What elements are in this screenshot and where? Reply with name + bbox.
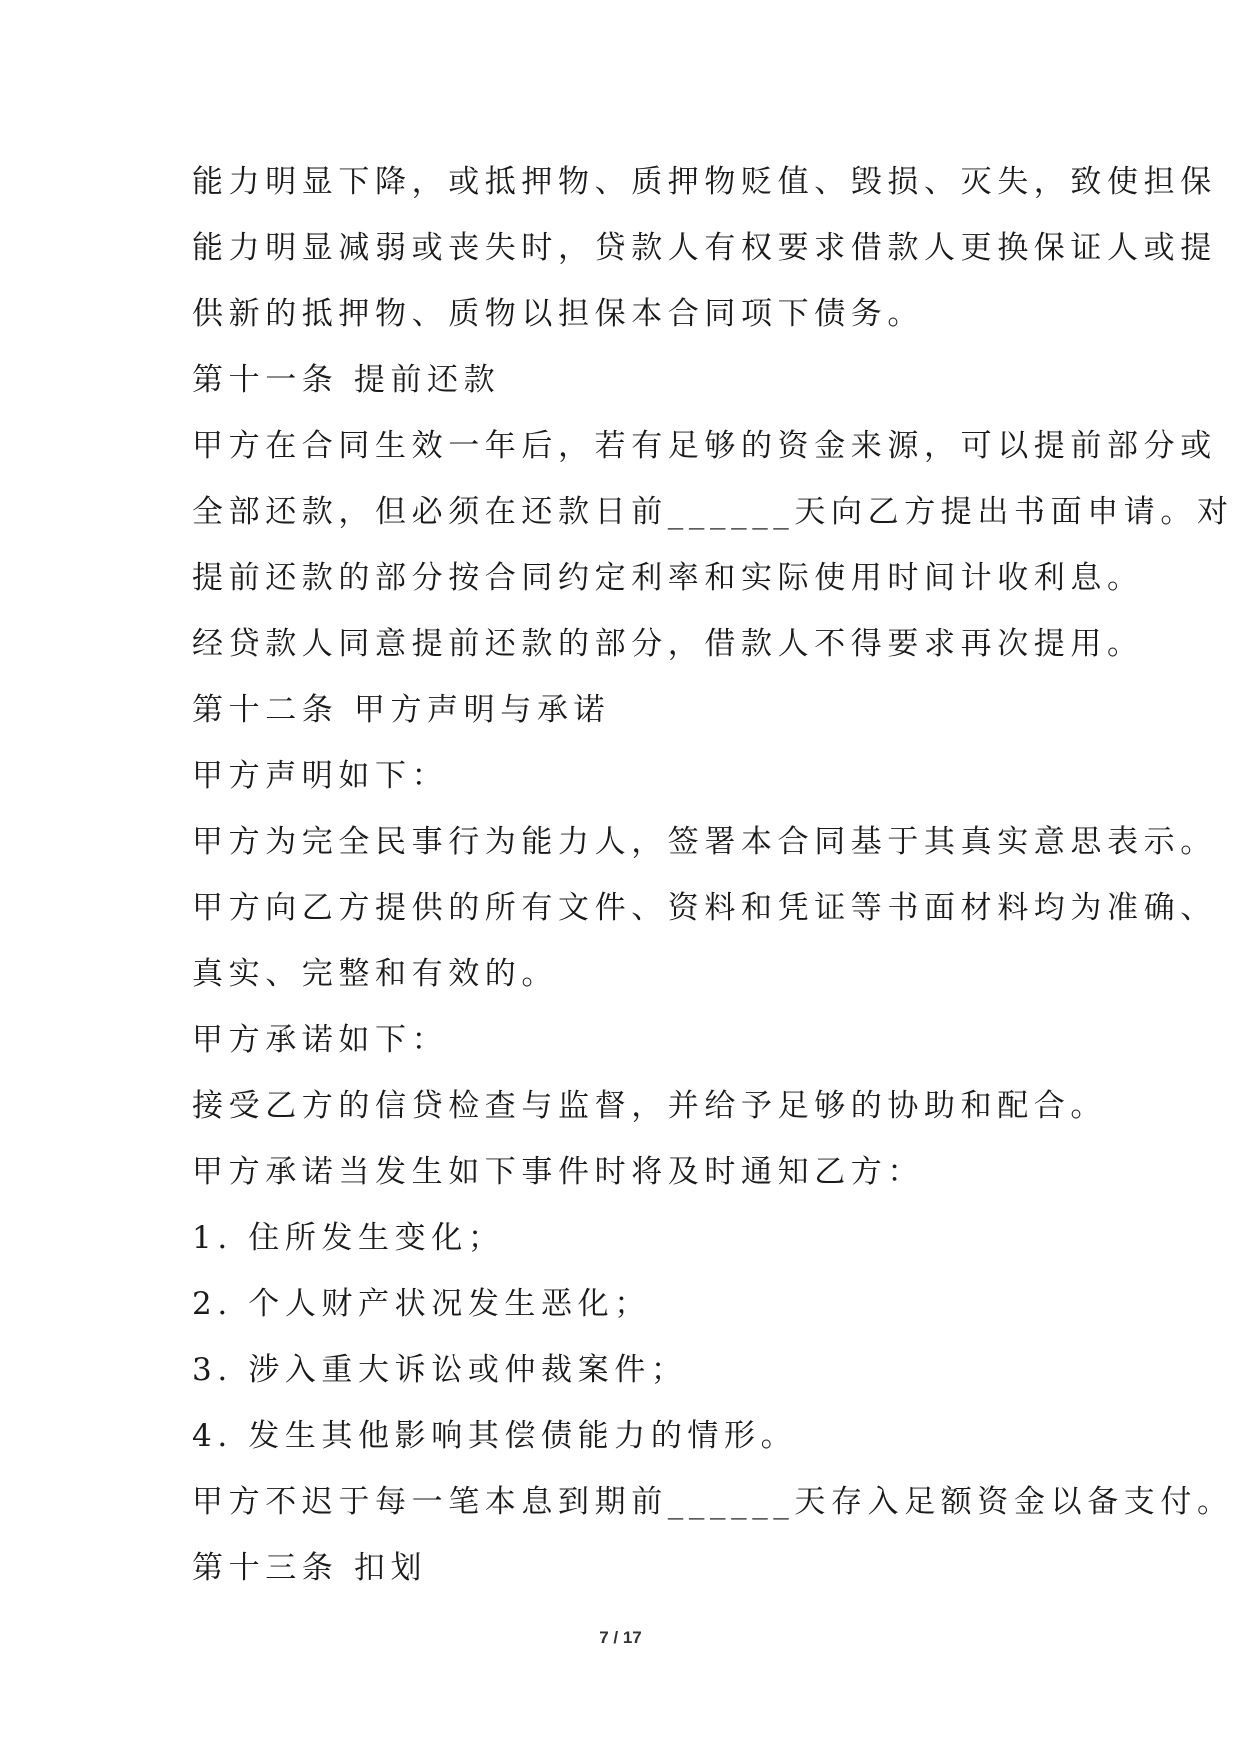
document-body (192, 160, 1234, 1612)
paragraph-line: 全部还款，但必须在还款日前______天向乙方提出书面申请。对 (192, 494, 1234, 530)
article-heading: 第十一条 提前还款 (192, 362, 501, 398)
paragraph-line: 甲方为完全民事行为能力人，签署本合同基于其真实意思表示。 (192, 824, 1217, 860)
paragraph-line: 甲方承诺如下： (192, 1022, 449, 1058)
paragraph-line: 真实、完整和有效的。 (192, 956, 558, 992)
page-number: 7 / 17 (599, 1628, 642, 1647)
paragraph-line: 甲方声明如下： (192, 758, 449, 794)
paragraph-line: 甲方不迟于每一笔本息到期前______天存入足额资金以备支付。 (192, 1484, 1234, 1520)
paragraph-line: 能力明显减弱或丧失时，贷款人有权要求借款人更换保证人或提 (192, 230, 1217, 266)
paragraph-line: 供新的抵押物、质物以担保本合同项下债务。 (192, 296, 924, 332)
list-item: 1. 住所发生变化； (192, 1220, 505, 1256)
list-item: 4. 发生其他影响其偿债能力的情形。 (192, 1418, 798, 1454)
paragraph-line: 提前还款的部分按合同约定利率和实际使用时间计收利息。 (192, 560, 1144, 596)
paragraph-line: 能力明显下降，或抵押物、质押物贬值、毁损、灭失，致使担保 (192, 164, 1217, 200)
list-item: 2. 个人财产状况发生恶化； (192, 1286, 651, 1322)
paragraph-line: 甲方向乙方提供的所有文件、资料和凭证等书面材料均为准确、 (192, 890, 1217, 926)
article-heading: 第十三条 扣划 (192, 1550, 428, 1586)
paragraph-line: 甲方在合同生效一年后，若有足够的资金来源，可以提前部分或 (192, 428, 1217, 464)
article-heading: 第十二条 甲方声明与承诺 (192, 692, 611, 728)
paragraph-line: 接受乙方的信贷检查与监督，并给予足够的协助和配合。 (192, 1088, 1107, 1124)
paragraph-line: 经贷款人同意提前还款的部分，借款人不得要求再次提用。 (192, 626, 1144, 662)
list-item: 3. 涉入重大诉讼或仲裁案件； (192, 1352, 688, 1388)
paragraph-line: 甲方承诺当发生如下事件时将及时通知乙方： (192, 1154, 924, 1190)
